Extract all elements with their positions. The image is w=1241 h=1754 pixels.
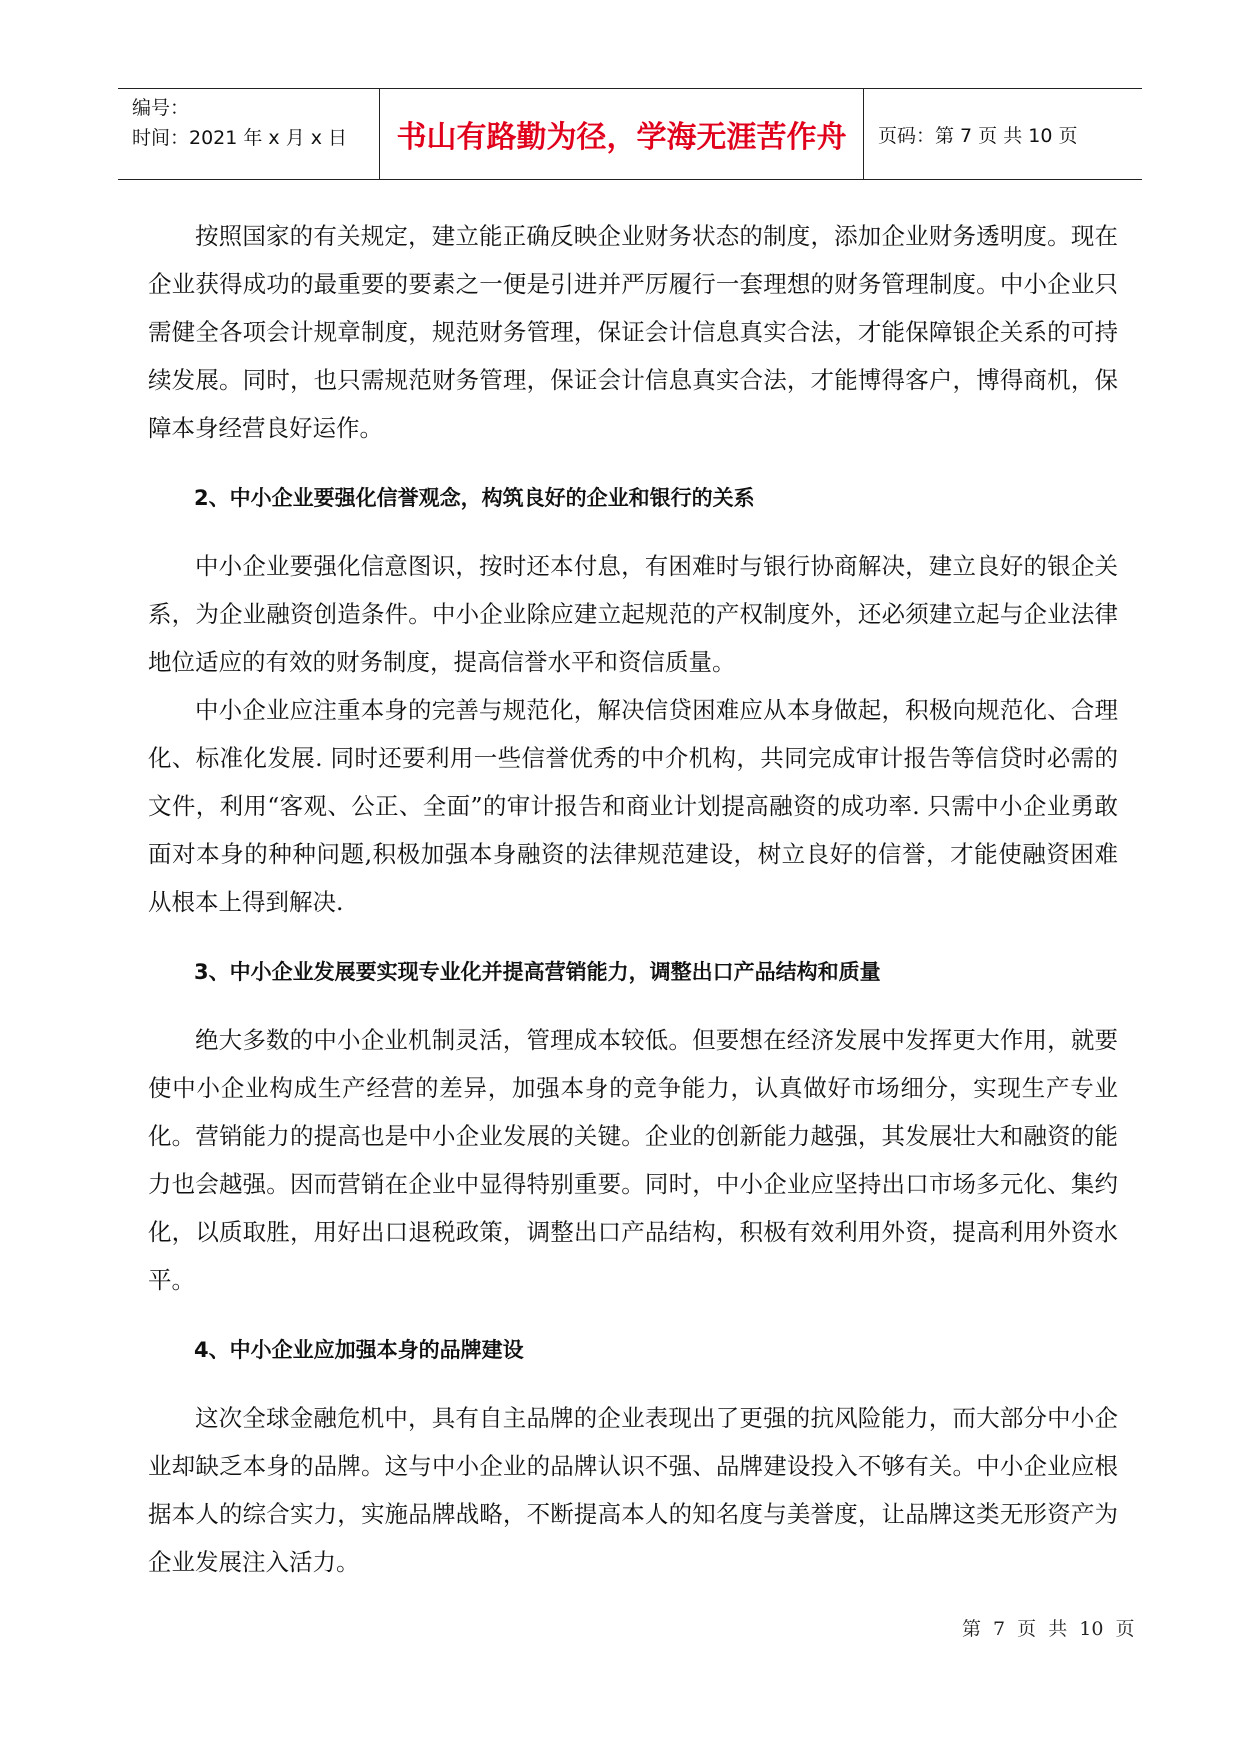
section-heading: 4、中小企业应加强本身的品牌建设 [194,1338,524,1362]
section-heading: 3、中小企业发展要实现专业化并提高营销能力，调整出口产品结构和质量 [194,960,881,984]
header-page-label: 页码：第 7 页 共 10 页 [878,124,1078,147]
document-date-label: 时间：2021 年 x 月 x 日 [132,127,348,149]
document-body [148,212,1118,1586]
header-motto: 书山有路勤为径，学海无涯苦作舟 [396,120,847,155]
header-meta [118,89,380,179]
header-page-cell [864,89,1142,179]
body-paragraph: 中小企业要强化信意图识，按时还本付息，有困难时与银行协商解决，建立良好的银企关系，为企业融资创造条件。中小企业除应建立起规范的产权制度外，还必须建立起与企业法律地位适应的有效的财务制度，提高信誉水平和资信质量。 [148,552,1118,676]
page-footer: 第 7 页 共 10 页 [962,1618,1135,1640]
section-heading: 2、中小企业要强化信誉观念，构筑良好的企业和银行的关系 [194,486,755,510]
document-header [118,88,1142,180]
header-motto-cell [380,89,864,179]
document-number-label: 编号： [132,97,190,119]
body-paragraph: 中小企业应注重本身的完善与规范化，解决信贷困难应从本身做起，积极向规范化、合理化、标准化发展. 同时还要利用一些信誉优秀的中介机构，共同完成审计报告等信贷时必需的文件，利用“客观、公正、全面”的审计报告和商业计划提高融资的成功率. 只需中小企业勇敢面对本身的种种问题,积极加强本身融资的法律规范建设，树立良好的信誉，才能使融资困难从根本上得到解决. [148,696,1118,916]
body-paragraph: 按照国家的有关规定，建立能正确反映企业财务状态的制度，添加企业财务透明度。现在企业获得成功的最重要的要素之一便是引进并严厉履行一套理想的财务管理制度。中小企业只需健全各项会计规章制度，规范财务管理，保证会计信息真实合法，才能保障银企关系的可持续发展。同时，也只需规范财务管理，保证会计信息真实合法，才能博得客户，博得商机，保障本身经营良好运作。 [148,222,1118,442]
body-paragraph: 这次全球金融危机中，具有自主品牌的企业表现出了更强的抗风险能力，而大部分中小企业却缺乏本身的品牌。这与中小企业的品牌认识不强、品牌建设投入不够有关。中小企业应根据本人的综合实力，实施品牌战略，不断提高本人的知名度与美誉度，让品牌这类无形资产为企业发展注入活力。 [148,1404,1118,1576]
body-paragraph: 绝大多数的中小企业机制灵活，管理成本较低。但要想在经济发展中发挥更大作用，就要使中小企业构成生产经营的差异，加强本身的竞争能力，认真做好市场细分，实现生产专业化。营销能力的提高也是中小企业发展的关键。企业的创新能力越强，其发展壮大和融资的能力也会越强。因而营销在企业中显得特别重要。同时，中小企业应坚持出口市场多元化、集约化，以质取胜，用好出口退税政策，调整出口产品结构，积极有效利用外资，提高利用外资水平。 [148,1026,1118,1294]
